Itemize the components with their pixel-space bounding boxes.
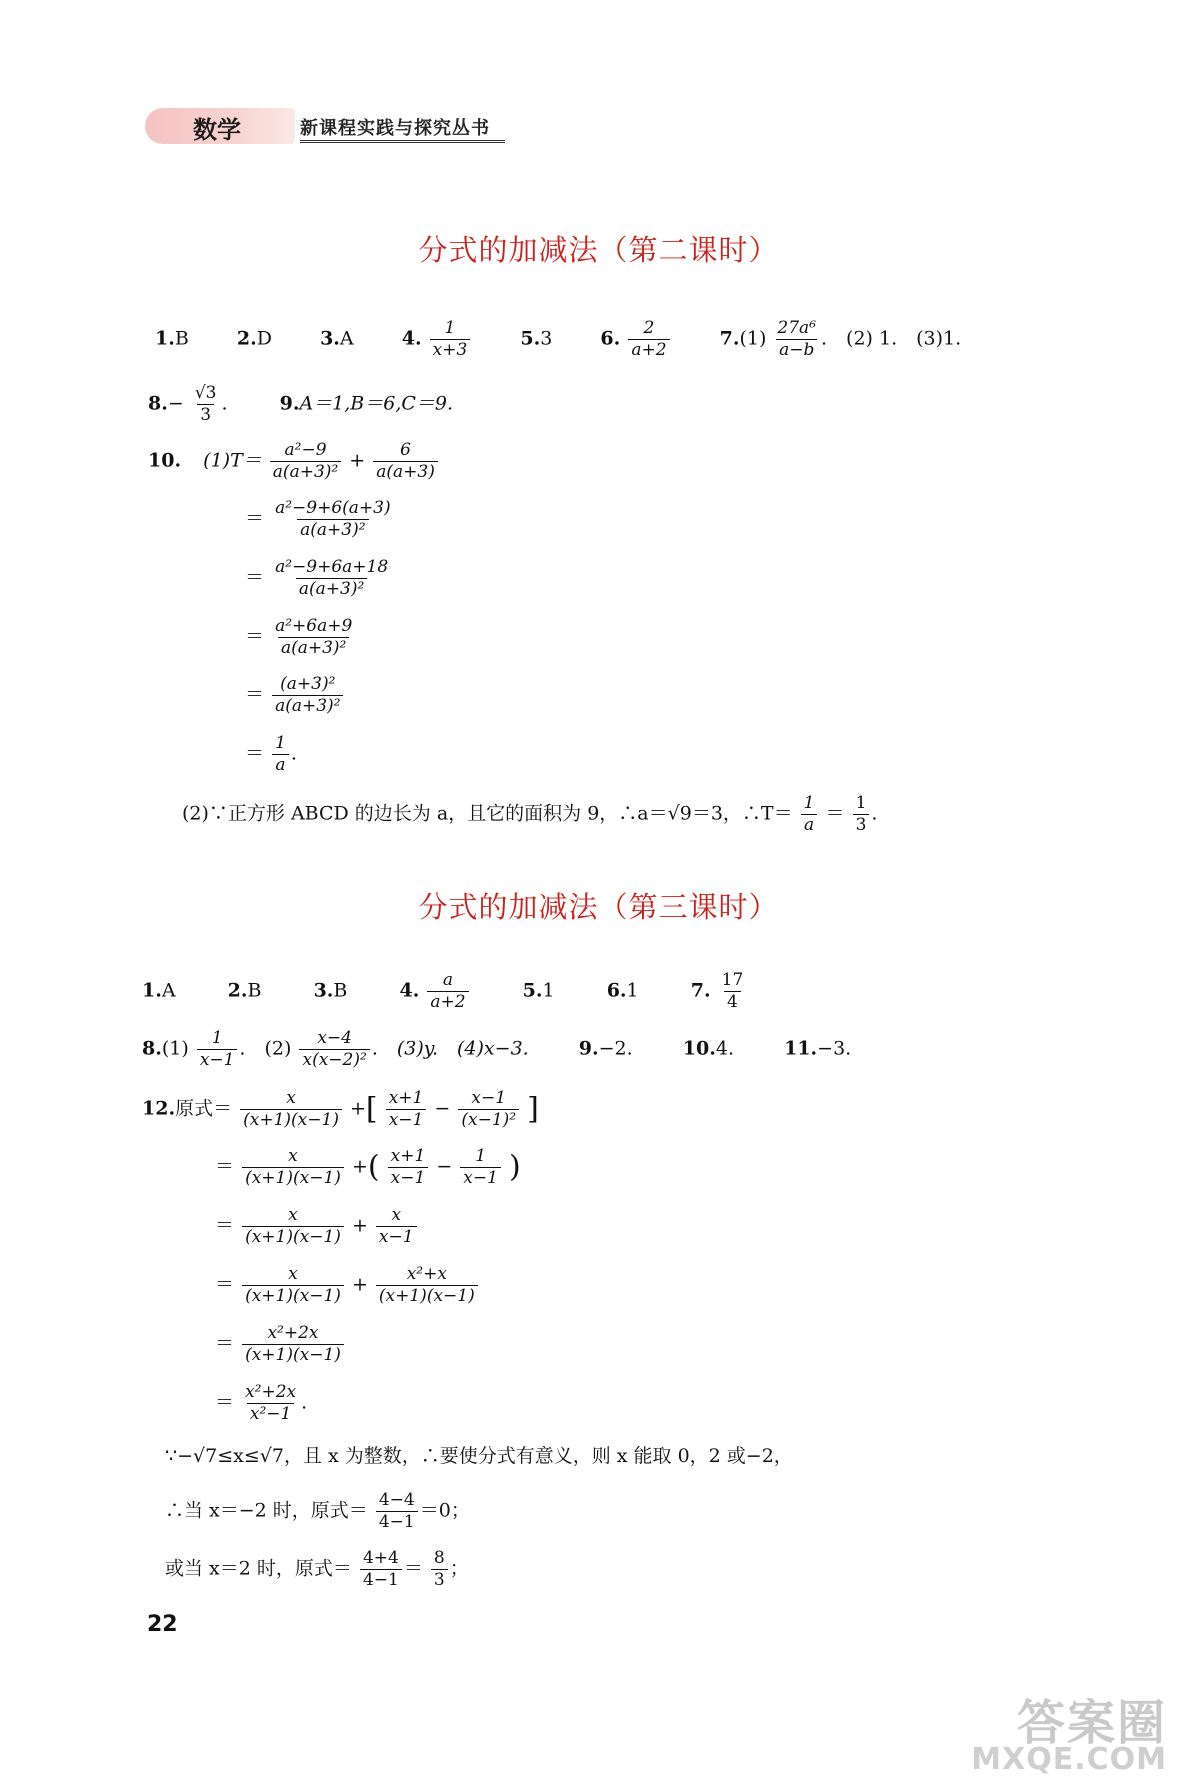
q12-l4-term-a: $\frac{x}{(x+1)(x-1)}$ [242, 1266, 344, 1305]
q12-case-2-result: $\frac{8}{3}$ [431, 1550, 448, 1589]
q10-term-2: $\frac{6}{a(a+3)}$ [373, 442, 438, 481]
q10-step-6-fraction: $\frac{1}{a}$ [272, 735, 289, 774]
q12-l2-term-b: $\frac{x+1}{x-1}$ [388, 1148, 429, 1187]
q12-l3-term-a: $\frac{x}{(x+1)(x-1)}$ [242, 1207, 344, 1246]
q10-step-3-fraction: $\frac{\text{a²−9+6a+18}}{\text{a(a+3)²}}$ [275, 557, 389, 599]
q10-part-2-fraction-2: $\frac{1}{3}$ [853, 795, 870, 834]
q12-line-1: 12.原式＝ $\frac{x}{(x+1)(x-1)}$ +[ $\frac{x+1}{x-1}$ − $\frac{x-1}{\text{(x−1)²}}$ ] [142, 1088, 539, 1130]
q10-step-5-fraction: $\frac{\text{(a+3)²}}{\text{a(a+3)²}}$ [272, 676, 343, 715]
answer-row-8-9: 8.− $\frac{√3}{3}$ . 9.A＝1,B＝6,C＝9. [148, 383, 454, 425]
q7-fraction: $\frac{\text{27a⁶}}{a-b}$ [777, 318, 817, 360]
q10-line-4: ＝ $\frac{\text{a²+6a+9}}{\text{a(a+3)²}}$ [245, 618, 357, 657]
watermark-text-top: 答案圈 [1016, 1695, 1167, 1751]
q12-case-2-fraction: $\frac{4+4}{4-1}$ [360, 1550, 402, 1589]
watermark-text-bottom: MXQE.COM [971, 1742, 1167, 1777]
q10-line-3: ＝ $\frac{\text{a²−9+6a+18}}{\text{a(a+3)²}}$ [245, 559, 393, 598]
s2-q7-fraction: $\frac{17}{4}$ [721, 970, 744, 1012]
q10-line-2: ＝ $\frac{\text{a²−9+6(a+3)}}{\text{a(a+3)²}}$ [245, 500, 396, 539]
q4-fraction: $\frac{1}{x+3}$ [430, 320, 471, 359]
answer-row-s2-8-11: 8.(1) $\frac{1}{x-1}$ . (2) $\frac{x-4}{\text{x(x−2)²}}$ . (3)y. (4)x−3. 9.−2. 10.4. 11.−3. [142, 1028, 852, 1070]
q12-l5-fraction: $\frac{\text{x²+2x}}{(x+1)(x-1)}$ [242, 1325, 344, 1364]
q12-case-1: ∴当 x＝−2 时，原式＝ $\frac{4-4}{4-1}$ ＝0； [165, 1490, 470, 1532]
answer-row-s2-1-7: 1.A 2.B 3.B 4. $\frac{a}{a+2}$ 5.1 6.1 7. $\frac{17}{4}$ [142, 972, 748, 1011]
q10-line-1: 10. (1)T＝ $\frac{\text{a²−9}}{\text{a(a+3)²}}$ + $\frac{6}{a(a+3)}$ [148, 442, 440, 481]
q10-line-5: ＝ $\frac{\text{(a+3)²}}{\text{a(a+3)²}}$ [245, 676, 345, 715]
q12-l6-fraction: $\frac{\text{x²+2x}}{\text{x²−1}}$ [245, 1382, 297, 1424]
q12-line-5: ＝ $\frac{\text{x²+2x}}{(x+1)(x-1)}$ [215, 1325, 346, 1364]
q12-l3-term-b: $\frac{x}{x-1}$ [376, 1207, 417, 1246]
q12-l1-term-a: $\frac{x}{(x+1)(x-1)}$ [240, 1090, 342, 1129]
q12-l1-term-c: $\frac{x-1}{\text{(x−1)²}}$ [458, 1090, 519, 1129]
page-number: 22 [147, 1612, 178, 1637]
watermark-logo [957, 1684, 1177, 1784]
q12-l2-term-c: $\frac{1}{x-1}$ [460, 1148, 501, 1187]
s2-q8-fraction-1: $\frac{1}{x-1}$ [197, 1030, 238, 1069]
q12-condition: ∵−√7≤x≤√7，且 x 为整数，∴要使分式有意义，则 x 能取 0，2 或−2， [165, 1445, 793, 1467]
q10-step-2-fraction: $\frac{\text{a²−9+6(a+3)}}{\text{a(a+3)²}}$ [275, 498, 391, 540]
q12-line-6: ＝ $\frac{\text{x²+2x}}{\text{x²−1}}$ . [215, 1382, 308, 1424]
q10-line-6: ＝ $\frac{1}{a}$ . [245, 733, 297, 775]
answer-row-1-7: 1.B 2.D 3.A 4. $\frac{1}{x+3}$ 5.3 6. $\frac{2}{a+2}$ 7.(1) $\frac{\text{27a⁶}}{a-b}$ . (2) 1. (3)1. [155, 318, 962, 360]
section-title-lesson-2: 分式的加减法（第二课时） [418, 233, 779, 267]
q12-line-3: ＝ $\frac{x}{(x+1)(x-1)}$ + $\frac{x}{x-1}$ [215, 1207, 419, 1246]
q12-line-2: ＝ $\frac{x}{(x+1)(x-1)}$ +( $\frac{x+1}{x-1}$ − $\frac{1}{x-1}$ ) [215, 1146, 521, 1188]
q12-l2-term-a: $\frac{x}{(x+1)(x-1)}$ [242, 1148, 344, 1187]
header-rule [300, 140, 505, 143]
q12-case-2: 或当 x＝2 时，原式＝ $\frac{4+4}{4-1}$ ＝ $\frac{8}{3}$ ； [165, 1548, 469, 1590]
q6-fraction: $\frac{2}{a+2}$ [628, 320, 669, 359]
s2-q8-fraction-2: $\frac{x-4}{\text{x(x−2)²}}$ [299, 1030, 369, 1069]
subject-label: 数学 [193, 116, 241, 144]
q10-part-2: (2)∵正方形 ABCD 的边长为 a，且它的面积为 9，∴a＝√9＝3，∴T＝ $\frac{1}{a}$ ＝ $\frac{1}{3}$ . [182, 793, 878, 835]
q10-part-2-fraction-1: $\frac{1}{a}$ [801, 795, 818, 834]
s2-q4-fraction: $\frac{a}{a+2}$ [427, 972, 468, 1011]
q12-l1-term-b: $\frac{x+1}{x-1}$ [386, 1090, 427, 1129]
q12-line-4: ＝ $\frac{x}{(x+1)(x-1)}$ + $\frac{\text{x²+x}}{(x+1)(x-1)}$ [215, 1266, 480, 1305]
q12-l4-term-b: $\frac{\text{x²+x}}{(x+1)(x-1)}$ [376, 1266, 478, 1305]
q10-term-1: $\frac{\text{a²−9}}{\text{a(a+3)²}}$ [270, 442, 341, 481]
q10-step-4-fraction: $\frac{\text{a²+6a+9}}{\text{a(a+3)²}}$ [275, 616, 353, 658]
page-header [145, 108, 515, 144]
q12-case-1-fraction: $\frac{4-4}{4-1}$ [376, 1492, 418, 1531]
section-title-lesson-3: 分式的加减法（第三课时） [418, 890, 779, 924]
q8-fraction: $\frac{√3}{3}$ [194, 383, 217, 425]
series-title: 新课程实践与探究丛书 [300, 118, 490, 139]
